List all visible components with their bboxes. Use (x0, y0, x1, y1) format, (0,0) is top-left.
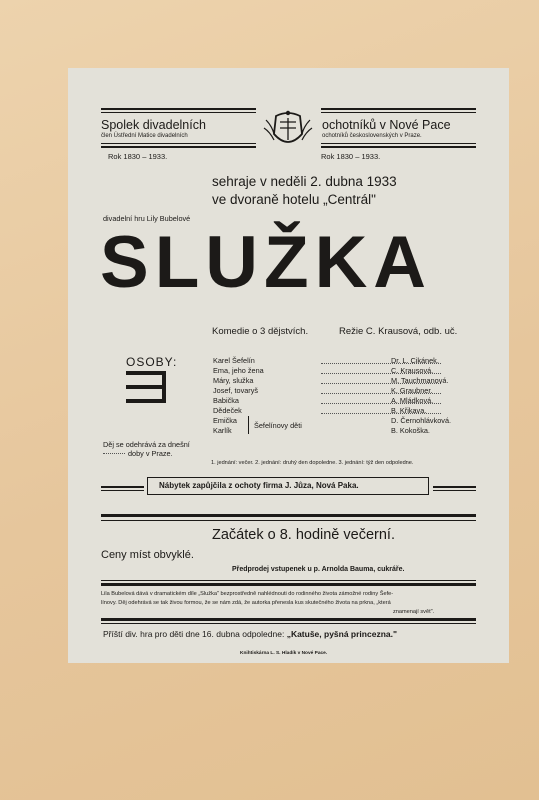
furniture-rule-left (101, 486, 144, 488)
furniture-note: Nábytek zapůjčila z ochoty firma J. Jůza, Nová Paka. (159, 481, 359, 490)
header-rule-right-top-thin (321, 112, 476, 113)
society-sub-left: člen Ústřední Matice divadelních (101, 133, 188, 139)
header-rule-left-bottom-thin (101, 143, 256, 144)
cast-actor: A. Mládková. (391, 396, 434, 405)
play-author: divadelní hru Lily Bubelové (103, 214, 191, 223)
presale-note: Předprodej vstupenek u p. Arnolda Bauma, cukráře. (232, 566, 405, 573)
header-rule-left-bottom (101, 146, 256, 148)
cast-role: Dědeček (213, 406, 242, 415)
cast-role: Karlík (213, 426, 232, 435)
header-rule-right-bottom-thin (321, 143, 476, 144)
description-rule-top-thin (101, 580, 476, 581)
cast-actor: D. Černohlávková. (391, 416, 452, 425)
section-rule-thick (101, 514, 476, 517)
society-name-left: Spolek divadelních (101, 118, 206, 132)
description-rule-bottom (101, 618, 476, 621)
header-rule-left-top-thin (101, 112, 256, 113)
years-right: Rok 1830 – 1933. (321, 152, 381, 161)
years-left: Rok 1830 – 1933. (108, 152, 168, 161)
next-show-text: Příští div. hra pro děti dne 16. dubna odpoledne: (103, 629, 285, 639)
cast-actor: B. Křikava. (391, 406, 427, 415)
furniture-rule-right (433, 486, 476, 488)
furniture-rule-right-thin (433, 490, 476, 491)
cast-role: Máry, služka (213, 376, 254, 385)
header-rule-left-top (101, 108, 256, 110)
cast-actor: M. Tauchmanová. (391, 376, 449, 385)
cast-actor: B. Kokoška. (391, 426, 430, 435)
cast-role: Karel Šefelín (213, 356, 255, 365)
description-line-1: Lila Bubelová dává v dramatickém díle „Služka" bezprostředně nahlédnouti do rodinného života zámožné rodiny Šefe- (101, 591, 394, 597)
ticket-prices: Ceny míst obvyklé. (101, 549, 194, 561)
setting-line-1: Děj se odehrává za dnešní (103, 440, 190, 449)
header-rule-right-bottom (321, 146, 476, 148)
cast-brace-lower (126, 385, 166, 403)
description-rule-bottom-thin (101, 623, 476, 624)
description-line-3: znamenají svět". (393, 609, 435, 615)
cast-role: Ema, jeho žena (213, 366, 264, 375)
society-name-right: ochotníků v Nové Pace (322, 118, 451, 132)
setting-line-2: doby v Praze. (128, 449, 173, 458)
play-director: Režie C. Krausová, odb. uč. (339, 326, 458, 337)
performance-date: sehraje v neděli 2. dubna 1933 (212, 174, 397, 189)
cast-actor: K. Graubner. (391, 386, 433, 395)
header-rule-right-top (321, 108, 476, 110)
society-crest-icon (262, 108, 314, 152)
cast-role: Babička (213, 396, 239, 405)
cast-actor: C. Krausová. (391, 366, 434, 375)
cast-role: Josef, tovaryš (213, 386, 259, 395)
play-genre: Komedie o 3 dějstvích. (212, 326, 309, 337)
cast-actor: Dr. L. Cikánek. (391, 356, 439, 365)
cast-label: OSOBY: (126, 355, 178, 369)
printer-imprint: Knihtiskárna L. S. Hladík v Nové Pace. (240, 651, 328, 656)
children-bracket (248, 416, 249, 434)
society-sub-right: ochotníků československých v Praze. (322, 133, 422, 139)
description-rule-top (101, 583, 476, 586)
next-show (103, 629, 397, 639)
play-title: SLUŽKA (100, 222, 433, 303)
performance-venue: ve dvoraně hotelu „Centrál" (212, 192, 376, 207)
next-show-title: „Katuše, pyšná princezna." (286, 629, 398, 639)
cast-role: Emička (213, 416, 237, 425)
description-line-2: línovy. Děj odehrává se tak živou formou, že se nám zdá, že autorka přenesla kus skutečného života na prkna, „která (101, 600, 391, 606)
section-rule-thin (101, 520, 476, 521)
theatre-poster (68, 68, 509, 663)
start-time: Začátek o 8. hodině večerní. (212, 527, 395, 543)
acts-note: 1. jednání: večer. 2. jednání: druhý den dopoledne. 3. jednání: týž den odpoledne. (211, 460, 414, 466)
children-group-label: Šefelínovy děti (254, 421, 302, 430)
setting-leader (103, 453, 125, 454)
furniture-rule-left-thin (101, 490, 144, 491)
